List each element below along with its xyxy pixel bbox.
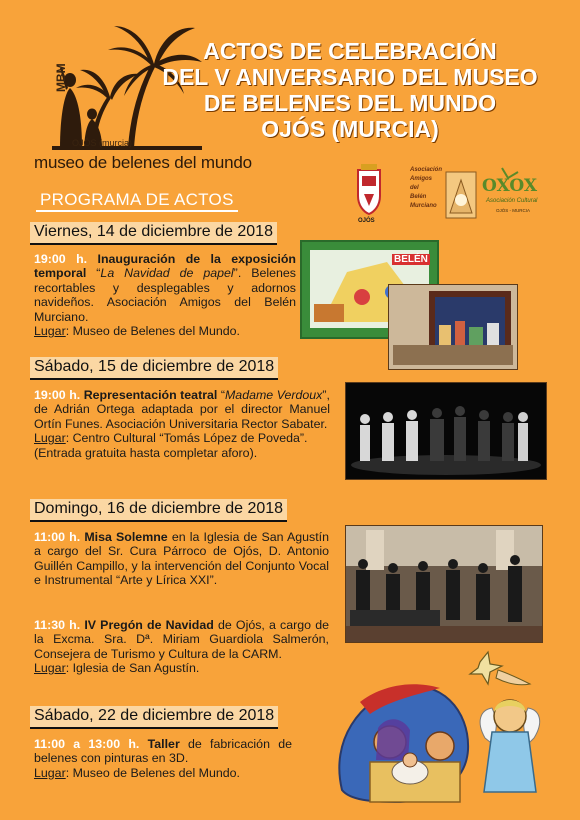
crest-label: OJÓS <box>358 218 375 224</box>
lugar-label: Lugar <box>34 431 66 446</box>
event-description <box>34 737 292 780</box>
partner-logos <box>350 158 550 238</box>
lugar-value: : Museo de Belenes del Mundo. <box>65 324 240 339</box>
lugar-value: : Iglesia de San Agustín. <box>65 661 200 676</box>
nativity-drawing-icon <box>330 650 560 810</box>
church-concert-photo <box>345 525 543 643</box>
event-title: IV Pregón de Navidad <box>84 618 214 632</box>
event-description <box>34 618 329 676</box>
event-title: Taller <box>147 737 180 751</box>
papel-theater-image <box>388 284 518 370</box>
lugar-label: Lugar <box>34 324 66 339</box>
title-line: OJÓS (MURCIA) <box>261 116 439 142</box>
theater-photo <box>345 382 547 480</box>
event-rest: de fabricación de belenes con pinturas en 3D. <box>34 737 293 766</box>
program-heading: PROGRAMA DE ACTOS <box>36 190 238 212</box>
event-time: 11:30 h. <box>34 618 81 632</box>
event-time: 11:00 h. <box>34 530 81 544</box>
event-time: 19:00 h. <box>34 388 81 402</box>
event-title: Inauguración de la exposición temporal <box>34 252 297 281</box>
asociacion-line: Asociación <box>410 167 443 173</box>
event-rest: , de Adrián Ortega adaptada por el director Manuel Ortín Funes. Asociación Universitaria Rector Sabater. <box>34 388 330 431</box>
asociacion-text <box>410 166 442 211</box>
asociacion-line: del <box>410 185 419 191</box>
event-rest: de Ojós, a cargo de la Excma. Sra. Dª. Miriam Guardiola Salmerón, Consejera de Turismo y Cultura de la CARM. <box>34 618 329 661</box>
day-header: Sábado, 15 de diciembre de 2018 <box>30 357 278 380</box>
asociacion-line: Murciano <box>410 203 437 209</box>
event-title: Misa Solemne <box>84 530 168 544</box>
oxox-logo-text: OXOX <box>482 176 538 196</box>
theater-photo-icon <box>346 383 546 479</box>
event-rest: . Belenes recortables y desplegables y adornos navideños. Asociación Amigos del Belén Murciano. <box>34 266 296 324</box>
event-quote: La Navidad de papel <box>100 266 234 281</box>
lugar-label: Lugar <box>34 661 66 676</box>
day-header: Domingo, 16 de diciembre de 2018 <box>30 499 287 522</box>
papel-theater-icon <box>389 285 517 369</box>
oxox-place: OJÓS - MURCIA <box>496 208 531 213</box>
day-header: Viernes, 14 de diciembre de 2018 <box>30 222 277 245</box>
logo-place-text: OJÓS (murcia) <box>72 138 133 148</box>
box-text: BELÉN <box>394 254 428 265</box>
page-title <box>150 38 550 142</box>
event-description <box>34 530 329 588</box>
event-time: 19:00 h. <box>34 252 88 266</box>
event-time: 11:00 a 13:00 h. <box>34 737 140 751</box>
event-rest: en la Iglesia de San Agustín a cargo del Sr. Cura Párroco de Ojós, D. Antonio Guillén Campillo, y la intervención del Conjunto Vocal e Instrumental “Arte y Lírica XXI”. <box>34 530 329 588</box>
logo-mbm-text: MBM <box>54 63 68 92</box>
event-description: 19:00 h. Inauguración de la exposición temporal “La Navidad de papel”. Belenes recortables y desplegables y adornos navideños. Asociación Amigos del Belén Murciano. Lugar: Museo de Belenes del Mundo. <box>34 252 297 339</box>
event-note: (Entrada gratuita hasta completar aforo). <box>34 445 258 460</box>
asociacion-line: Amigos <box>410 176 433 182</box>
lugar-value: : Centro Cultural “Tomás López de Poveda”. <box>65 431 308 446</box>
oxox-sub: Asociación Cultural <box>486 198 538 204</box>
day-header: Sábado, 22 de diciembre de 2018 <box>30 706 278 729</box>
asociacion-line: Belén <box>410 194 427 200</box>
event-title: Representación teatral <box>83 388 218 402</box>
lugar-label: Lugar <box>34 765 66 780</box>
church-concert-icon <box>346 526 542 642</box>
title-line: DE BELENES DEL MUNDO <box>203 90 497 116</box>
lugar-value: : Museo de Belenes del Mundo. <box>65 765 240 780</box>
museum-name: museo de belenes del mundo <box>34 153 252 172</box>
title-line: ACTOS DE CELEBRACIÓN <box>203 38 497 64</box>
event-description: 19:00 h. Representación teatral “Madame Verdoux”, de Adrián Ortega adaptada por el director Manuel Ortín Funes. Asociación Universitaria Rector Sabater. Lugar: Centro Cultural “Tomás López de Poveda”. (Entrada gratuita hasta completar aforo). <box>34 388 330 460</box>
event-quote: Madame Verdoux <box>224 388 323 402</box>
title-line: DEL V ANIVERSARIO DEL MUSEO <box>162 64 538 90</box>
